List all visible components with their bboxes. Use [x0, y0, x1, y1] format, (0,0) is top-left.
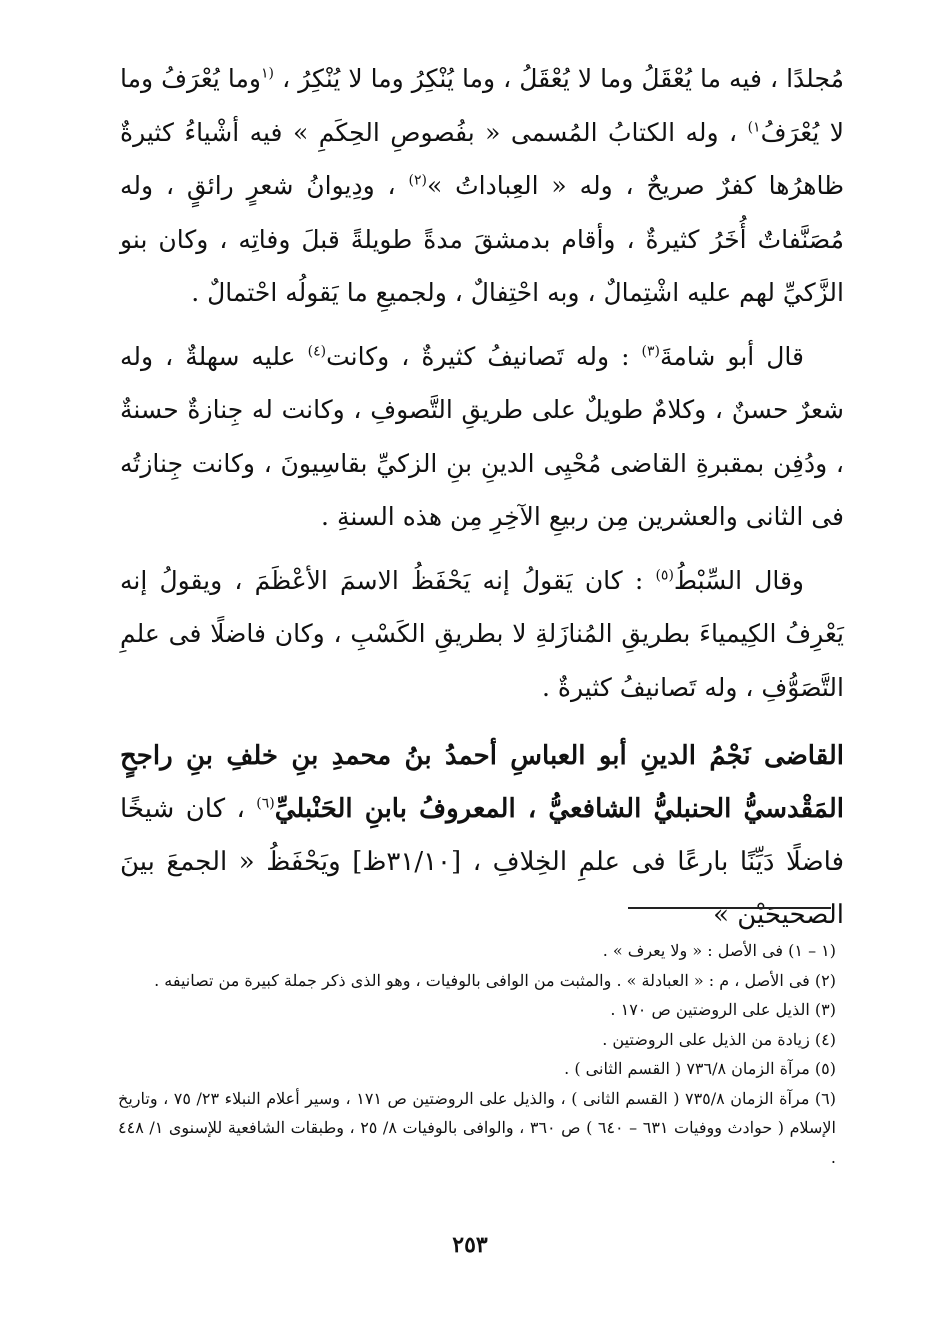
- text-segment: ، ودِيوانُ شعرٍ رائقٍ ، وله مُصَنَّفاتٌ أُخَرُ كثيرةٌ ، وأقام بدمشقَ مدةً طويلةً قبلَ وفاتِه ، وكان بنو الزَّكيِّ لهم عليه اشْتِمالٌ ، وبه احْتِفالٌ ، ولجميعِ ما يَقولُه احْتمالٌ .: [120, 171, 844, 307]
- footnote-item: (٥) مرآة الزمان ٧٣٦/٨ ( القسم الثانى ) .: [564, 1059, 836, 1078]
- paragraph: [120, 554, 844, 715]
- footnote-item: (٣) الذيل على الروضتين ص ١٧٠ .: [610, 1000, 836, 1019]
- text-segment: ، وله الكتابُ المُسمى « بفُصوصِ الحِكَمِ » فيه أشْياءُ كثيرةٌ ظاهرُها كفرٌ صريحٌ ، وله « العِباداتُ »: [120, 117, 844, 200]
- biography-heading: القاضى نَجْمُ الدينِ أبو العباسِ أحمدُ بنُ محمدِ بنِ خلفِ بنِ راجحٍ المَقْدسيُّ الحنبليُّ الشافعيُّ ، المعروفُ بابنِ الحَنْبليِّ: [120, 741, 844, 824]
- text-segment: وما يُعْرَفُ وما لا يُعْرَفُ: [120, 64, 845, 147]
- footnote-marker[interactable]: (١: [261, 65, 275, 82]
- paragraph: [120, 52, 844, 320]
- footnote-item: (٦) مرآة الزمان ٧٣٥/٨ ( القسم الثانى ) ، والذيل على الروضتين ص ١٧١ ، وسير أعلام النبلاء ٢٣/ ٧٥ ، وتاريخ الإسلام ( حوادث ووفيات ٦٣١ – ٦٤٠ ) ص ٣٦٠ ، والوافى بالوفيات ٨/ ٢٥ ، وطبقات الشافعية للإسنوى ١/ ٤٤٨ .: [118, 1088, 837, 1167]
- footnote-divider: [628, 907, 831, 909]
- footnote-marker[interactable]: (٥): [655, 567, 674, 584]
- footnote-marker[interactable]: (٣): [641, 343, 660, 360]
- text-segment: وقال السِّبْطُ: [673, 565, 804, 595]
- main-text: [120, 52, 844, 942]
- footnote-marker[interactable]: (٢): [408, 172, 427, 189]
- paragraph: [120, 330, 844, 544]
- footnote-marker[interactable]: ١): [747, 119, 761, 136]
- footnote-item: (٢) فى الأصل ، م : « العبادلة » . والمثبت من الوافى بالوفيات ، وهو الذى ذكر جملة كبيرة من تصانيفه .: [154, 970, 836, 990]
- text-segment: مُجلدًا ، فيه ما يُعْقَلُ وما لا يُعْقَلُ ، وما يُنْكِرُ وما لا يُنْكِرُ ،: [274, 64, 844, 93]
- text-segment: قال أبو شامةَ: [660, 341, 804, 371]
- text-segment: ، كان شيخًا فاضلًا دَيِّنًا بارعًا فى علمِ الخِلافِ ، [٣١/١٠ظ] ويَحْفَظُ « الجمعَ بينَ الصحيحَيْن »: [120, 794, 845, 930]
- footnote-marker[interactable]: (٤): [307, 343, 327, 360]
- text-segment: : وله تَصانيفُ كثيرةٌ ، وكانت: [326, 341, 642, 371]
- page-number: ٢٥٣: [452, 1232, 488, 1258]
- footnote-item: (٤) زيادة من الذيل على الروضتين .: [602, 1029, 836, 1049]
- footnotes: [118, 936, 836, 1172]
- footnote-marker[interactable]: (٦): [256, 795, 275, 812]
- text-segment: : كان يَقولُ إنه يَحْفَظُ الاسمَ الأعْظَمَ ، ويقولُ إنه يَعْرِفُ الكِيمياءَ بطريقِ المُنازَلةِ لا بطريقِ الكَسْبِ ، وكان فاضلًا فى علمِ التَّصَوُّفِ ، وله تَصانيفُ كثيرةٌ .: [120, 565, 844, 702]
- biography-paragraph: [120, 730, 844, 942]
- text-segment: عليه سهلةٌ ، وله شعرٌ حسنٌ ، وكلامٌ طويلٌ على طريقِ التَّصوفِ ، وكانت له جِنازةٌ حسنةٌ ، ودُفِن بمقبرةِ القاضى مُحْيِى الدينِ بنِ الزكيِّ بقاسِيونَ ، وكانت جِنازتُه فى الثانى والعشرين مِن ربيعِ الآخِرِ مِن هذه السنةِ .: [120, 341, 844, 531]
- footnote-item: (١ – ١) فى الأصل : « ولا يعرف » .: [602, 941, 836, 960]
